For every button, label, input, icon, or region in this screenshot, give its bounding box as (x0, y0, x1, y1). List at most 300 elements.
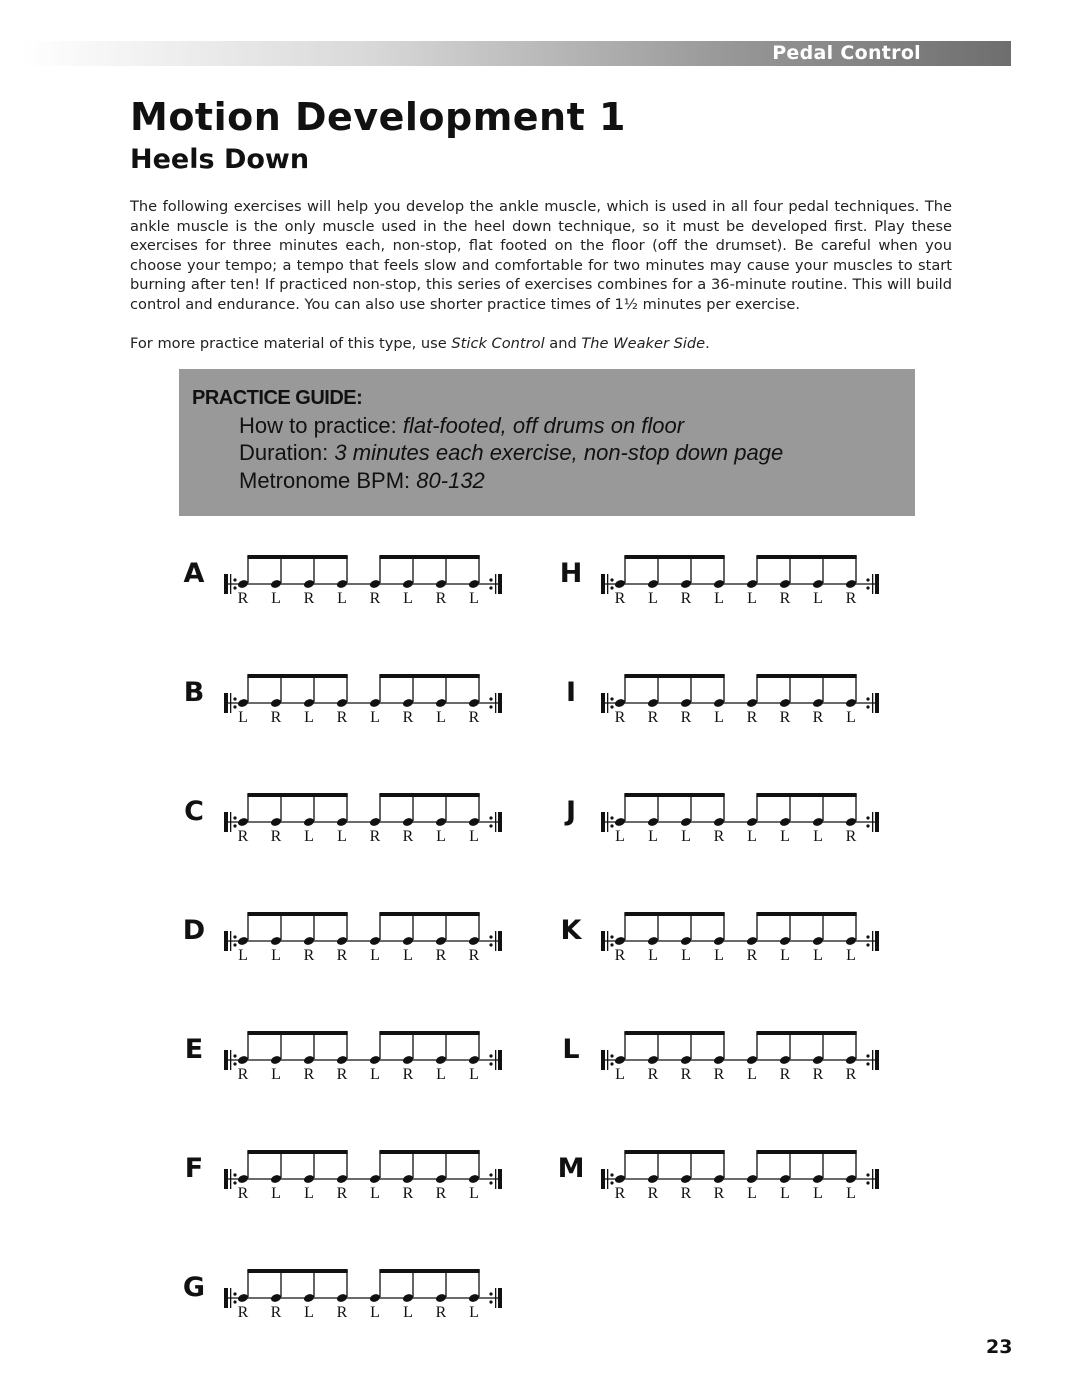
exercise-letter: M (557, 1153, 585, 1184)
sticking-label: R (435, 1304, 447, 1321)
exercise-letter: C (184, 796, 204, 827)
note-head (614, 579, 626, 589)
sticking-label: L (813, 1185, 823, 1202)
sticking-label: L (271, 947, 281, 964)
sticking-label: L (271, 1066, 281, 1083)
exercise-c (180, 784, 520, 864)
repeat-start-thin-bar (607, 1050, 608, 1070)
note-head (713, 698, 725, 708)
note-head (270, 698, 282, 708)
repeat-start-thin-bar (230, 574, 231, 594)
note-head (303, 579, 315, 589)
sticking-label: L (846, 709, 856, 726)
repeat-dot (233, 1054, 236, 1057)
note-head (746, 698, 758, 708)
repeat-start-thin-bar (230, 931, 231, 951)
repeat-start-thin-bar (230, 812, 231, 832)
repeat-end-thick-bar (875, 574, 879, 594)
notation-staff (587, 1141, 897, 1191)
note-head (845, 1055, 857, 1065)
more-practice-prefix: For more practice material of this type, use (130, 335, 452, 352)
sticking-label: L (747, 1185, 757, 1202)
note-head (647, 579, 659, 589)
sticking-label: R (402, 1185, 414, 1202)
sticking-label: L (714, 709, 724, 726)
sticking-label: R (713, 828, 725, 845)
sticking-label: R (303, 590, 315, 607)
repeat-dot (233, 1292, 236, 1295)
repeat-end-thick-bar (875, 812, 879, 832)
sticking-label: L (469, 1066, 479, 1083)
exercise-letter: L (562, 1034, 580, 1065)
repeat-end-thick-bar (498, 1169, 502, 1189)
sticking-label: L (304, 1304, 314, 1321)
sticking-label: R (336, 1066, 348, 1083)
repeat-dot (489, 578, 492, 581)
note-head (336, 817, 348, 827)
sticking-label: R (435, 590, 447, 607)
note-head (845, 698, 857, 708)
exercise-e (180, 1022, 520, 1102)
note-head (812, 936, 824, 946)
beam (247, 1269, 347, 1273)
note-head (237, 698, 249, 708)
repeat-dot (489, 816, 492, 819)
sticking-label: R (812, 709, 824, 726)
exercise-letter: K (560, 915, 582, 946)
note-head (746, 936, 758, 946)
sticking-label: L (469, 1185, 479, 1202)
repeat-end-thick-bar (498, 574, 502, 594)
repeat-end-thin-bar (872, 812, 873, 832)
repeat-start-thin-bar (607, 1169, 608, 1189)
repeat-end-thick-bar (875, 693, 879, 713)
repeat-end-thick-bar (498, 812, 502, 832)
note-head (435, 1293, 447, 1303)
note-head (647, 936, 659, 946)
beam (247, 793, 347, 797)
note-head (812, 817, 824, 827)
repeat-start-thick-bar (224, 693, 228, 713)
notation-staff (210, 1141, 520, 1191)
notation-staff (210, 1260, 520, 1310)
repeat-dot (610, 816, 613, 819)
beam (756, 674, 856, 678)
sticking-label: L (648, 828, 658, 845)
note-head (369, 1055, 381, 1065)
note-head (336, 698, 348, 708)
guide-bpm-value: 80-132 (416, 468, 485, 493)
exercise-j (557, 784, 897, 864)
note-head (237, 579, 249, 589)
sticking-label: L (846, 947, 856, 964)
sticking-label: R (713, 1066, 725, 1083)
note-head (647, 698, 659, 708)
note-head (369, 1174, 381, 1184)
sticking-label: L (436, 1066, 446, 1083)
exercise-letter: B (183, 677, 205, 708)
repeat-start-thin-bar (607, 931, 608, 951)
exercise-b (180, 665, 520, 745)
note-head (336, 1055, 348, 1065)
beam (624, 1031, 724, 1035)
notation-staff (210, 903, 520, 953)
note-head (845, 817, 857, 827)
practice-guide-box (179, 369, 915, 516)
sticking-label: R (336, 947, 348, 964)
notation-staff (210, 784, 520, 834)
sticking-label: L (813, 590, 823, 607)
note-head (402, 1293, 414, 1303)
book-title-stick-control: Stick Control (451, 335, 545, 352)
note-head (713, 1055, 725, 1065)
repeat-start-thin-bar (607, 812, 608, 832)
sticking-label: L (648, 590, 658, 607)
sticking-label: L (681, 828, 691, 845)
sticking-label: R (303, 947, 315, 964)
repeat-dot (610, 935, 613, 938)
sticking-label: R (713, 1185, 725, 1202)
repeat-dot (489, 586, 492, 589)
beam (624, 555, 724, 559)
repeat-end-thick-bar (498, 1288, 502, 1308)
repeat-start-thick-bar (224, 931, 228, 951)
repeat-dot (866, 697, 869, 700)
note-head (468, 698, 480, 708)
sticking-label: L (370, 709, 380, 726)
notation-staff (210, 665, 520, 715)
sticking-label: L (615, 828, 625, 845)
sticking-label: L (436, 709, 446, 726)
sticking-label: L (780, 947, 790, 964)
note-head (746, 817, 758, 827)
exercise-letter: H (559, 558, 583, 589)
sticking-label: R (614, 947, 626, 964)
notation-staff (587, 665, 897, 715)
repeat-dot (866, 1173, 869, 1176)
beam (756, 1031, 856, 1035)
note-head (468, 1174, 480, 1184)
note-head (680, 936, 692, 946)
beam (247, 912, 347, 916)
note-head (647, 817, 659, 827)
guide-duration (239, 440, 783, 466)
note-head (468, 1055, 480, 1065)
beam (756, 555, 856, 559)
repeat-end-thin-bar (495, 1169, 496, 1189)
exercise-d (180, 903, 520, 983)
note-head (614, 1055, 626, 1065)
exercise-letter: A (183, 558, 205, 589)
note-head (402, 936, 414, 946)
notation-staff (210, 1022, 520, 1072)
repeat-end-thick-bar (498, 1050, 502, 1070)
note-head (435, 1055, 447, 1065)
sticking-label: L (714, 590, 724, 607)
sticking-label: L (813, 947, 823, 964)
repeat-start-thin-bar (230, 1288, 231, 1308)
repeat-dot (489, 1173, 492, 1176)
note-head (779, 1174, 791, 1184)
repeat-dot (866, 1181, 869, 1184)
note-head (680, 579, 692, 589)
note-head (713, 817, 725, 827)
sticking-label: R (845, 590, 857, 607)
beam (247, 674, 347, 678)
sticking-label: L (370, 1304, 380, 1321)
repeat-end-thin-bar (872, 1169, 873, 1189)
repeat-dot (489, 705, 492, 708)
note-head (303, 817, 315, 827)
beam (624, 912, 724, 916)
more-practice-note (130, 334, 710, 354)
sticking-label: R (402, 828, 414, 845)
sticking-label: L (337, 590, 347, 607)
repeat-dot (489, 943, 492, 946)
sticking-label: R (237, 828, 249, 845)
repeat-start-thick-bar (601, 931, 605, 951)
sticking-label: L (469, 590, 479, 607)
note-head (468, 1293, 480, 1303)
sticking-label: R (336, 1185, 348, 1202)
repeat-end-thick-bar (875, 931, 879, 951)
repeat-dot (489, 1292, 492, 1295)
note-head (680, 817, 692, 827)
repeat-end-thin-bar (872, 1050, 873, 1070)
note-head (468, 817, 480, 827)
sticking-label: L (403, 590, 413, 607)
note-head (369, 817, 381, 827)
sticking-label: L (780, 828, 790, 845)
exercise-a (180, 546, 520, 626)
practice-guide-heading: PRACTICE GUIDE: (192, 387, 363, 409)
sticking-label: R (845, 828, 857, 845)
note-head (713, 579, 725, 589)
note-head (435, 936, 447, 946)
note-head (435, 698, 447, 708)
sticking-label: L (747, 1066, 757, 1083)
note-head (402, 1174, 414, 1184)
sticking-label: L (615, 1066, 625, 1083)
repeat-end-thin-bar (872, 693, 873, 713)
repeat-dot (610, 1054, 613, 1057)
exercise-letter: J (565, 796, 577, 827)
repeat-dot (233, 935, 236, 938)
sticking-label: R (402, 1066, 414, 1083)
repeat-end-thin-bar (495, 574, 496, 594)
repeat-start-thick-bar (224, 1288, 228, 1308)
repeat-start-thick-bar (224, 574, 228, 594)
sticking-label: R (647, 1185, 659, 1202)
page-title: Motion Development 1 (130, 95, 626, 139)
sticking-label: L (714, 947, 724, 964)
sticking-label: L (681, 947, 691, 964)
page-subtitle: Heels Down (130, 144, 310, 175)
note-head (746, 1174, 758, 1184)
sticking-label: R (270, 709, 282, 726)
repeat-start-thick-bar (224, 1050, 228, 1070)
sticking-label: R (468, 709, 480, 726)
sticking-label: L (238, 947, 248, 964)
notation-staff (210, 546, 520, 596)
repeat-dot (489, 1181, 492, 1184)
section-header-bar (20, 41, 1011, 66)
sticking-label: R (270, 828, 282, 845)
note-head (237, 1174, 249, 1184)
beam (379, 912, 479, 916)
note-head (680, 1055, 692, 1065)
note-head (435, 579, 447, 589)
more-practice-suffix: . (705, 335, 710, 352)
note-head (402, 579, 414, 589)
repeat-dot (866, 816, 869, 819)
guide-bpm-label: Metronome BPM: (239, 468, 417, 493)
sticking-label: L (436, 828, 446, 845)
beam (247, 1150, 347, 1154)
note-head (845, 936, 857, 946)
sticking-label: L (747, 828, 757, 845)
sticking-label: R (435, 947, 447, 964)
repeat-dot (866, 935, 869, 938)
sticking-label: L (403, 1304, 413, 1321)
note-head (270, 817, 282, 827)
sticking-label: R (746, 709, 758, 726)
beam (624, 674, 724, 678)
note-head (713, 1174, 725, 1184)
sticking-label: L (238, 709, 248, 726)
repeat-end-thick-bar (498, 931, 502, 951)
note-head (369, 579, 381, 589)
beam (379, 555, 479, 559)
sticking-label: R (680, 1066, 692, 1083)
beam (247, 1031, 347, 1035)
note-head (303, 698, 315, 708)
repeat-end-thin-bar (495, 1050, 496, 1070)
note-head (336, 579, 348, 589)
beam (247, 555, 347, 559)
repeat-start-thin-bar (230, 693, 231, 713)
sticking-label: L (813, 828, 823, 845)
note-head (746, 1055, 758, 1065)
note-head (270, 1174, 282, 1184)
repeat-end-thin-bar (872, 574, 873, 594)
note-head (812, 1174, 824, 1184)
exercise-letter: F (184, 1153, 204, 1184)
sticking-label: R (369, 590, 381, 607)
note-head (647, 1174, 659, 1184)
exercise-i (557, 665, 897, 745)
section-label: Pedal Control (772, 42, 921, 64)
repeat-end-thick-bar (498, 693, 502, 713)
repeat-start-thin-bar (230, 1169, 231, 1189)
note-head (468, 579, 480, 589)
note-head (779, 698, 791, 708)
note-head (647, 1055, 659, 1065)
note-head (713, 936, 725, 946)
repeat-dot (489, 935, 492, 938)
repeat-start-thick-bar (224, 1169, 228, 1189)
exercise-f (180, 1141, 520, 1221)
sticking-label: R (270, 1304, 282, 1321)
note-head (746, 579, 758, 589)
repeat-dot (489, 1054, 492, 1057)
repeat-dot (610, 697, 613, 700)
sticking-label: L (337, 828, 347, 845)
note-head (336, 1293, 348, 1303)
repeat-end-thick-bar (875, 1050, 879, 1070)
repeat-dot (489, 1062, 492, 1065)
sticking-label: R (402, 709, 414, 726)
note-head (468, 936, 480, 946)
exercise-l (557, 1022, 897, 1102)
note-head (369, 698, 381, 708)
sticking-label: L (747, 590, 757, 607)
repeat-end-thin-bar (495, 693, 496, 713)
repeat-dot (610, 578, 613, 581)
sticking-label: L (271, 1185, 281, 1202)
note-head (614, 936, 626, 946)
sticking-label: L (846, 1185, 856, 1202)
repeat-dot (866, 705, 869, 708)
note-head (680, 698, 692, 708)
exercise-letter: G (182, 1272, 206, 1303)
repeat-start-thin-bar (230, 1050, 231, 1070)
note-head (303, 1293, 315, 1303)
sticking-label: R (845, 1066, 857, 1083)
sticking-label: R (680, 709, 692, 726)
sticking-label: L (648, 947, 658, 964)
sticking-label: L (304, 828, 314, 845)
beam (379, 674, 479, 678)
repeat-end-thin-bar (872, 931, 873, 951)
note-head (237, 817, 249, 827)
beam (756, 912, 856, 916)
sticking-label: R (614, 709, 626, 726)
note-head (270, 1293, 282, 1303)
repeat-start-thick-bar (601, 812, 605, 832)
repeat-start-thin-bar (607, 693, 608, 713)
note-head (779, 817, 791, 827)
note-head (369, 1293, 381, 1303)
sticking-label: R (237, 1066, 249, 1083)
notation-staff (587, 546, 897, 596)
note-head (303, 1174, 315, 1184)
sticking-label: R (468, 947, 480, 964)
beam (624, 1150, 724, 1154)
more-practice-joiner: and (544, 335, 582, 352)
beam (624, 793, 724, 797)
exercise-letter: E (184, 1034, 204, 1065)
repeat-dot (489, 824, 492, 827)
sticking-label: R (614, 590, 626, 607)
sticking-label: R (369, 828, 381, 845)
sticking-label: R (336, 709, 348, 726)
repeat-start-thick-bar (601, 1050, 605, 1070)
repeat-end-thin-bar (495, 931, 496, 951)
repeat-end-thin-bar (495, 812, 496, 832)
repeat-dot (866, 586, 869, 589)
note-head (614, 698, 626, 708)
sticking-label: L (780, 1185, 790, 1202)
sticking-label: R (779, 1066, 791, 1083)
sticking-label: R (614, 1185, 626, 1202)
guide-how-to-practice (239, 413, 684, 439)
notation-staff (587, 1022, 897, 1072)
page-number: 23 (986, 1336, 1013, 1358)
note-head (614, 1174, 626, 1184)
note-head (614, 817, 626, 827)
sticking-label: R (779, 709, 791, 726)
